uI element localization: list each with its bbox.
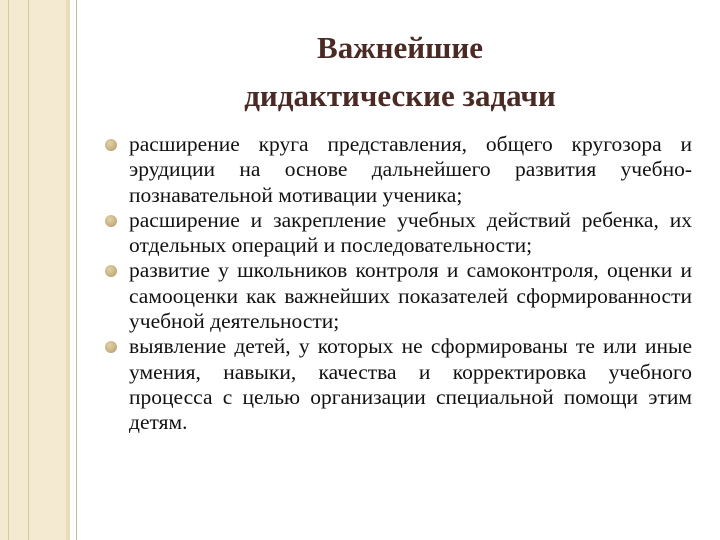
bullet-item bbox=[104, 208, 692, 259]
bullet-marker-icon bbox=[105, 265, 117, 277]
bullet-text: расширение и закрепление учебных действий ребенка, их отдельных операций и последовательности; bbox=[129, 207, 692, 258]
bullet-list bbox=[104, 132, 692, 436]
decorative-line bbox=[8, 0, 9, 540]
decorative-line bbox=[28, 0, 29, 540]
bullet-marker-icon bbox=[105, 215, 117, 227]
slide-title-line-2: дидактические задачи bbox=[244, 78, 556, 113]
bullet-item bbox=[104, 258, 692, 334]
bullet-text: расширение круга представления, общего кругозора и эрудиции на основе дальнейшего развития учебно-познавательной мотивации ученика; bbox=[129, 132, 692, 207]
bullet-item bbox=[104, 334, 692, 435]
decorative-line bbox=[76, 0, 77, 540]
bullet-marker-icon bbox=[105, 139, 117, 151]
bullet-marker-icon bbox=[105, 341, 117, 353]
sidebar-edge bbox=[66, 0, 70, 540]
slide-title-line-1: Важнейшие bbox=[317, 30, 483, 65]
bullet-text: развитие у школьников контроля и самоконтроля, оценки и самооценки как важнейших показателей сформированности учебной деятельности; bbox=[129, 258, 692, 334]
bullet-text: выявление детей, у которых не сформированы те или иные умения, навыки, качества и корректировка учебного процесса с целью организации специальной помощи этим детям. bbox=[129, 334, 692, 435]
slide-title bbox=[140, 24, 660, 120]
decorative-sidebar bbox=[0, 0, 70, 540]
bullet-item bbox=[104, 132, 692, 208]
